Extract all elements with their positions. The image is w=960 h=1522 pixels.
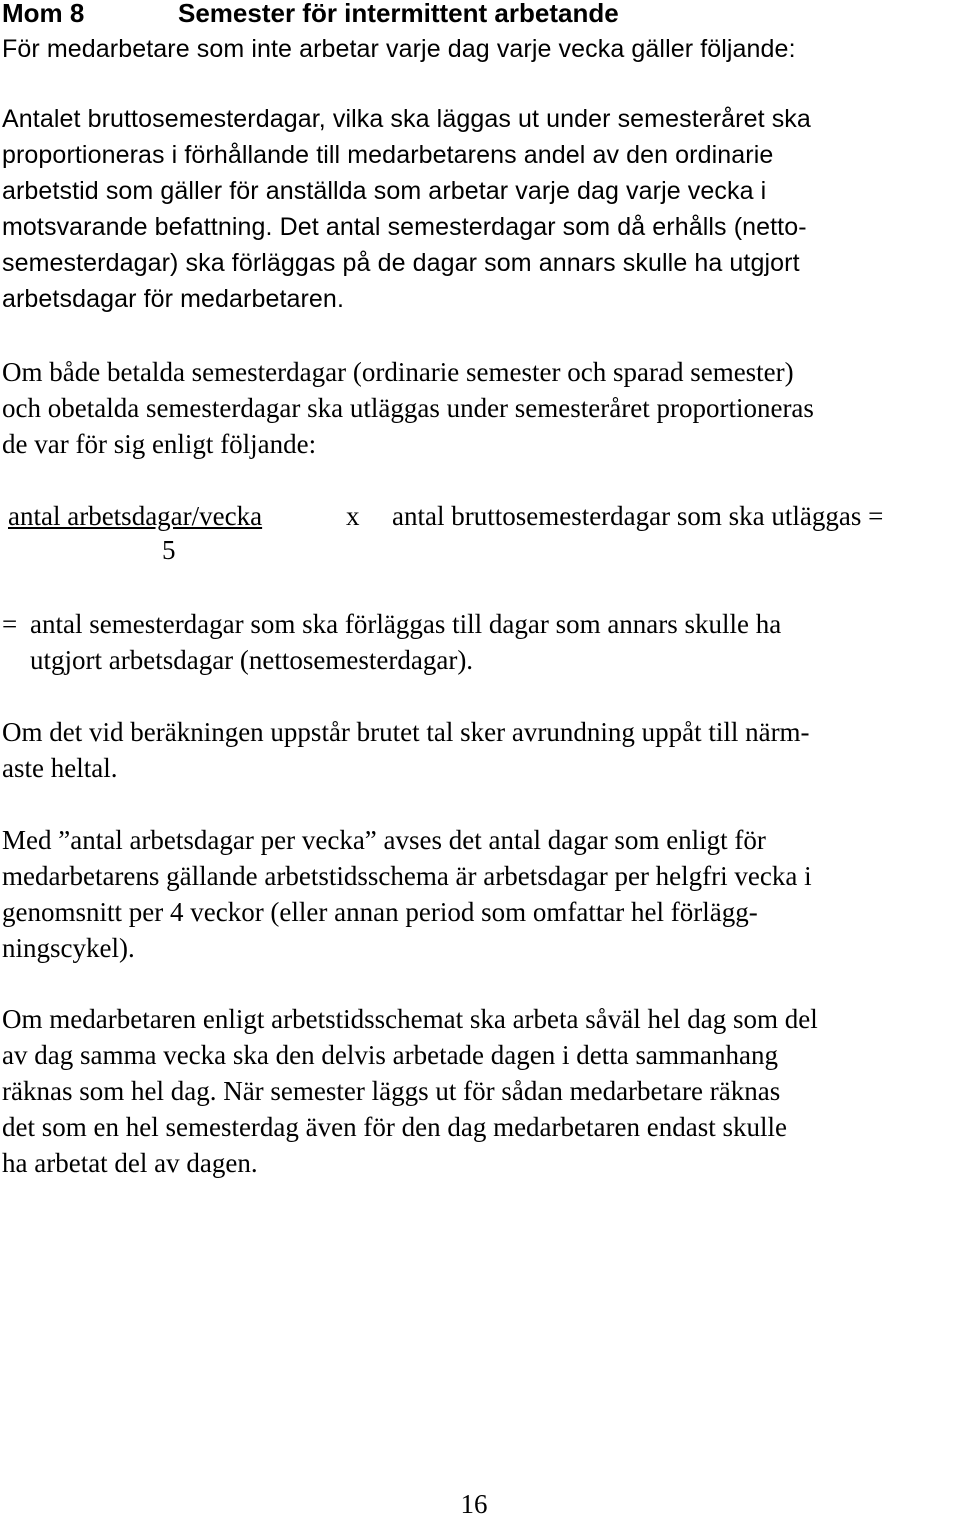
formula-numerator: antal arbetsdagar/vecka <box>8 501 263 531</box>
paragraph-line: ha arbetat del av dagen. <box>2 1148 258 1178</box>
result-text <box>30 606 781 678</box>
paragraph-line: av dag samma vecka ska den delvis arbetade dagen i detta sammanhang <box>2 1040 778 1070</box>
section-heading <box>2 0 619 32</box>
result-equals: = <box>2 609 18 639</box>
result-line: utgjort arbetsdagar (nettosemesterdagar). <box>30 645 474 675</box>
paragraph-line: medarbetarens gällande arbetstidsschema är arbetsdagar per helgfri vecka i <box>2 861 812 891</box>
section-number: Mom 8 <box>2 0 85 28</box>
formula <box>8 498 960 578</box>
paragraph-line: Om både betalda semesterdagar (ordinarie semester och sparad semester) <box>2 357 794 387</box>
paragraph-partial-day <box>2 1001 818 1181</box>
intro-text: För medarbetare som inte arbetar varje dag varje vecka gäller följande: <box>2 35 796 63</box>
result-line: antal semesterdagar som ska förläggas till dagar som annars skulle ha <box>30 609 782 639</box>
paragraph-line: de var för sig enligt följande: <box>2 429 317 459</box>
paragraph-rounding <box>2 714 810 786</box>
paragraph-line: räknas som hel dag. När semester läggs ut för sådan medarbetare räknas <box>2 1076 781 1106</box>
paragraph-line: aste heltal. <box>2 753 118 783</box>
formula-operator: x <box>346 501 360 531</box>
formula-denominator: 5 <box>162 535 176 565</box>
paragraph-line: genomsnitt per 4 veckor (eller annan period som omfattar hel förlägg- <box>2 897 758 927</box>
paragraph-line: Antalet bruttosemesterdagar, vilka ska läggas ut under semesteråret ska <box>2 105 811 133</box>
page-number: 16 <box>460 1489 488 1519</box>
paragraph-line: ningscykel). <box>2 933 135 963</box>
paragraph-paid-unpaid <box>2 354 814 462</box>
paragraph-line: Med ”antal arbetsdagar per vecka” avses det antal dagar som enligt för <box>2 825 766 855</box>
paragraph-line: det som en hel semesterdag även för den dag medarbetaren endast skulle <box>2 1112 787 1142</box>
paragraph-line: semesterdagar) ska förläggas på de dagar som annars skulle ha utgjort <box>2 249 800 277</box>
paragraph-line: motsvarande befattning. Det antal semesterdagar som då erhålls (netto- <box>2 213 807 241</box>
paragraph-line: Om medarbetaren enligt arbetstidsschemat ska arbeta såväl hel dag som del <box>2 1004 818 1034</box>
paragraph-proportion <box>2 101 811 317</box>
paragraph-line: och obetalda semesterdagar ska utläggas under semesteråret proportioneras <box>2 393 814 423</box>
section-title: Semester för intermittent arbetande <box>178 0 619 28</box>
paragraph-definition <box>2 822 812 966</box>
paragraph-line: arbetsdagar för medarbetaren. <box>2 285 344 313</box>
paragraph-line: Om det vid beräkningen uppstår brutet tal sker avrundning uppåt till närm- <box>2 717 810 747</box>
formula-rest: antal bruttosemesterdagar som ska utläggas = <box>392 501 884 531</box>
paragraph-line: proportioneras i förhållande till medarbetarens andel av den ordinarie <box>2 141 774 169</box>
paragraph-line: arbetstid som gäller för anställda som arbetar varje dag varje vecka i <box>2 177 767 205</box>
